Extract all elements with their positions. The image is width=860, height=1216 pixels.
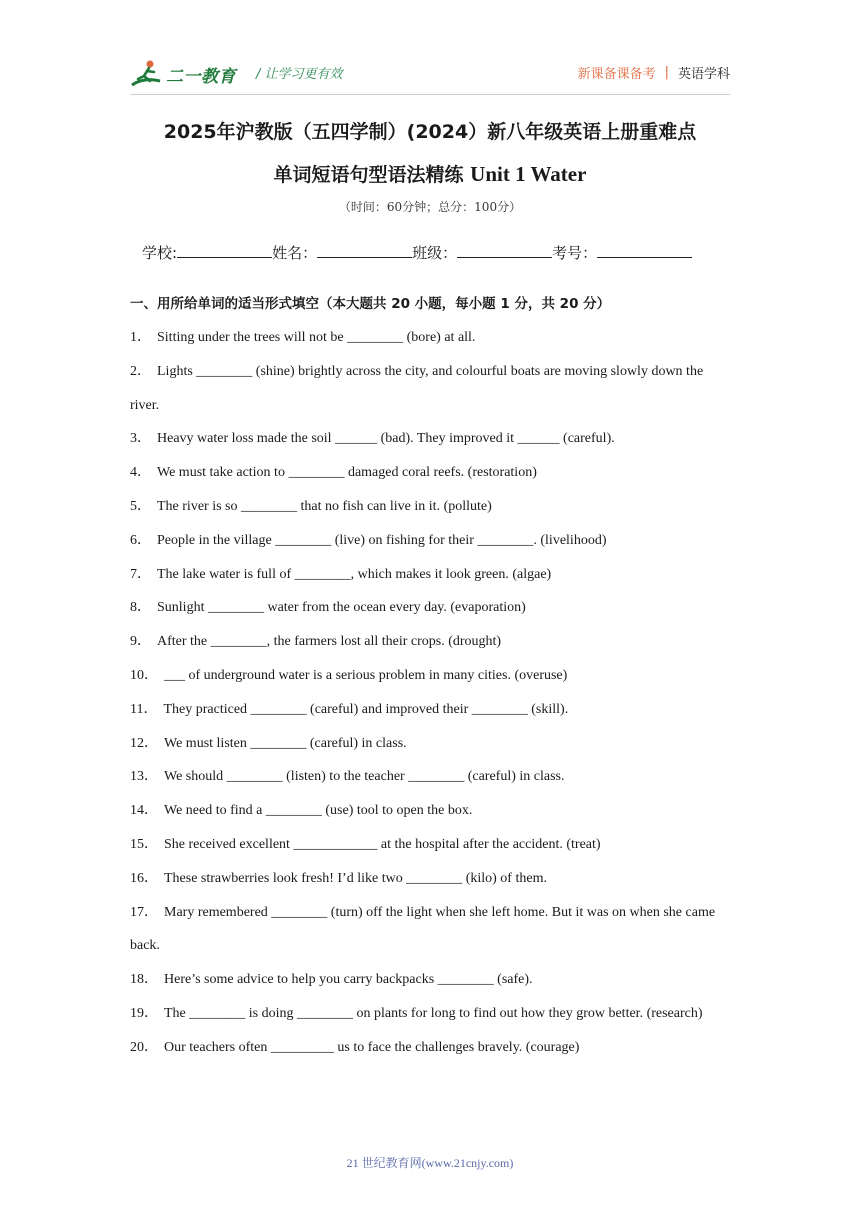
question-item: 2． Lights ________ (shine) brightly across the city, and colourful boats are moving slowly down the river.	[130, 363, 704, 413]
question-item: 1． Sitting under the trees will not be ________ (bore) at all.	[130, 330, 476, 345]
question-item: 14． We need to find a ________ (use) tool to open the box.	[130, 803, 473, 819]
header-separator: |	[664, 65, 669, 80]
student-info-fields	[142, 242, 692, 263]
question-item: 12． We must listen ________ (careful) in class.	[130, 735, 407, 751]
page-title-line2	[0, 160, 860, 187]
question-item: 17． Mary remembered ________ (turn) off the light when she left home. But it was on when she came back.	[130, 904, 716, 954]
header-subject	[578, 63, 730, 82]
question-item: 5． The river is so ________ that no fish can live in it. (pollute)	[130, 498, 492, 514]
header-divider	[130, 94, 730, 95]
name-label: 姓名：	[272, 244, 318, 262]
logo-text: 二一教育	[166, 66, 236, 86]
title-chinese: 单词短语句型语法精练	[273, 164, 464, 186]
exam-number-label: 考号：	[552, 244, 598, 262]
class-label: 班级：	[412, 244, 458, 262]
question-item: 9． After the ________, the farmers lost all their crops. (drought)	[130, 634, 502, 650]
question-item: 7． The lake water is full of ________, which makes it look green. (algae)	[130, 566, 552, 582]
title-unit: Unit 1 Water	[470, 162, 587, 186]
question-item: 15． She received excellent ____________ at the hospital after the accident. (treat)	[130, 836, 601, 852]
question-list	[130, 321, 735, 1065]
slogan: / 让学习更有效	[256, 67, 343, 82]
question-item: 8． Sunlight ________ water from the ocean every day. (evaporation)	[130, 600, 526, 616]
logo	[130, 59, 236, 89]
school-label: 学校:	[142, 244, 178, 262]
exam-time-info: （时间：60分钟；总分：100分）	[338, 200, 522, 214]
header-tagline: 新课备课备考	[577, 67, 656, 82]
question-item: 6． People in the village ________ (live) on fishing for their ________. (livelihood)	[130, 532, 607, 548]
question-item: 13． We should ________ (listen) to the teacher ________ (careful) in class.	[130, 769, 565, 785]
page-title-line1: 2025年沪教版（五四学制）(2024）新八年级英语上册重难点	[163, 121, 697, 143]
question-item: 3． Heavy water loss made the soil ______ (bad). They improved it ______ (careful).	[130, 431, 615, 447]
school-blank[interactable]	[177, 242, 272, 258]
page-header	[130, 55, 730, 95]
question-item: 10． ___ of underground water is a serious problem in many cities. (overuse)	[130, 667, 568, 683]
page-footer[interactable]: 21 世纪教育网(www.21cnjy.com)	[346, 1156, 514, 1170]
question-item: 11． They practiced ________ (careful) and improved their ________ (skill).	[130, 701, 569, 717]
question-item: 16． These strawberries look fresh! I’d like two ________ (kilo) of them.	[130, 870, 547, 886]
question-item: 19． The ________ is doing ________ on plants for long to find out how they grow better. (research)	[130, 1005, 703, 1021]
question-item: 18． Here’s some advice to help you carry backpacks ________ (safe).	[130, 972, 533, 988]
exam-number-blank[interactable]	[597, 242, 692, 258]
runner-logo-icon	[130, 59, 164, 89]
question-item: 20． Our teachers often _________ us to face the challenges bravely. (courage)	[130, 1039, 580, 1055]
section-title: 一、用所给单词的适当形式填空（本大题共 20 小题，每小题 1 分，共 20 分）	[130, 296, 611, 312]
question-item: 4． We must take action to ________ damaged coral reefs. (restoration)	[130, 465, 537, 481]
header-subject-label: 英语学科	[677, 67, 730, 82]
name-blank[interactable]	[317, 242, 412, 258]
class-blank[interactable]	[457, 242, 552, 258]
